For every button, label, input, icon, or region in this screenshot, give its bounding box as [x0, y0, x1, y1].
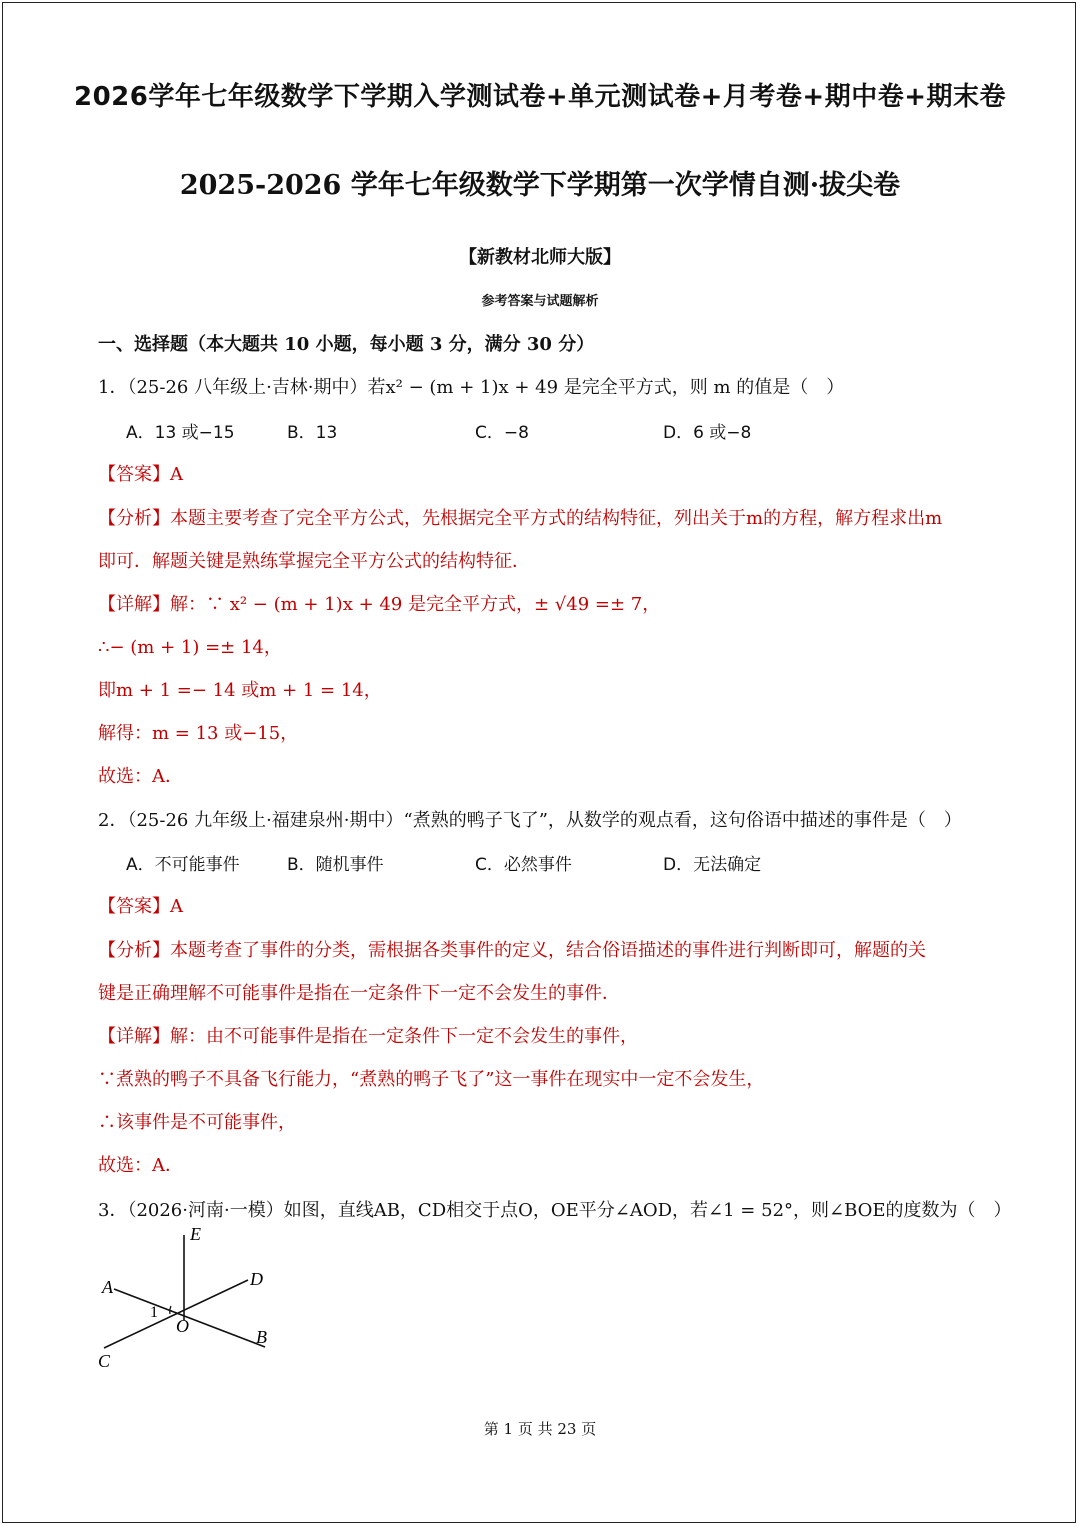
label-d: D	[250, 1269, 263, 1289]
q3-stem: 3．（2026·河南·一模）如图，直线AB，CD相交于点O，OE平分∠AOD，若∠1 = 52°，则∠BOE的度数为（ ）	[98, 1200, 1012, 1221]
label-e: E	[190, 1225, 201, 1244]
q1-option-c: C．−8	[475, 423, 529, 443]
label-a: A	[102, 1277, 113, 1297]
q2-option-b: B．随机事件	[287, 855, 384, 875]
label-angle-1: 1	[150, 1304, 158, 1321]
q1-analysis-line1: 【分析】本题主要考查了完全平方公式，先根据完全平方式的结构特征，列出关于m的方程，解方程求出m	[98, 508, 943, 529]
q2-option-c: C．必然事件	[475, 855, 572, 875]
q1-detail-line2: ∴− (m + 1) =± 14，	[98, 637, 282, 658]
q1-option-b: B．13	[287, 423, 338, 443]
q1-analysis-line2: 即可．解题关键是熟练掌握完全平方公式的结构特征．	[98, 551, 530, 572]
q1-option-a: A．13 或−15	[126, 423, 235, 443]
q2-detail-line2: ∵煮熟的鸭子不具备飞行能力，“煮熟的鸭子飞了”这一事件在现实中一定不会发生，	[98, 1069, 765, 1090]
label-o: O	[176, 1316, 189, 1336]
q1-detail-line1: 【详解】解：∵ x² − (m + 1)x + 49 是完全平方式，± √49 =± 7，	[98, 594, 661, 615]
line-ab	[114, 1289, 265, 1347]
q2-option-a: A．不可能事件	[126, 855, 240, 875]
section-heading: 一、选择题（本大题共 10 小题，每小题 3 分，满分 30 分）	[98, 334, 595, 355]
q1-option-d: D．6 或−8	[663, 423, 752, 443]
q2-detail-line3: ∴该事件是不可能事件，	[98, 1112, 296, 1133]
q3-geometry-figure	[90, 1225, 290, 1375]
q2-answer: 【答案】A	[98, 896, 183, 917]
q1-choice: 故选：A．	[98, 766, 183, 787]
q1-detail-line4: 解得：m = 13 或−15，	[98, 723, 299, 744]
page-footer: 第 1 页 共 23 页	[483, 1420, 597, 1438]
q2-stem: 2．（25-26 九年级上·福建泉州·期中）“煮熟的鸭子飞了”，从数学的观点看，这句俗语中描述的事件是（ ）	[98, 810, 962, 831]
label-c: C	[98, 1351, 111, 1371]
q1-stem: 1．（25-26 八年级上·吉林·期中）若x² − (m + 1)x + 49 是完全平方式，则 m 的值是（ ）	[98, 377, 845, 398]
answer-key-subtitle: 参考答案与试题解析	[481, 294, 599, 309]
label-b: B	[256, 1327, 267, 1347]
exam-title: 2025-2026 学年七年级数学下学期第一次学情自测·拔尖卷	[179, 170, 901, 201]
line-cd	[104, 1280, 248, 1348]
series-title: 2026学年七年级数学下学期入学测试卷+单元测试卷+月考卷+期中卷+期末卷	[73, 82, 1006, 112]
q2-analysis-line2: 键是正确理解不可能事件是指在一定条件下一定不会发生的事件．	[98, 983, 620, 1004]
edition-label: 【新教材北师大版】	[459, 247, 621, 268]
q1-answer: 【答案】A	[98, 464, 183, 485]
q2-detail-line1: 【详解】解：由不可能事件是指在一定条件下一定不会发生的事件，	[98, 1026, 638, 1047]
q2-option-d: D．无法确定	[663, 855, 762, 875]
q2-analysis-line1: 【分析】本题考查了事件的分类，需根据各类事件的定义，结合俗语描述的事件进行判断即可，解题的关	[98, 940, 926, 961]
q1-detail-line3: 即m + 1 =− 14 或m + 1 = 14，	[98, 680, 382, 701]
q2-choice: 故选：A．	[98, 1155, 183, 1176]
